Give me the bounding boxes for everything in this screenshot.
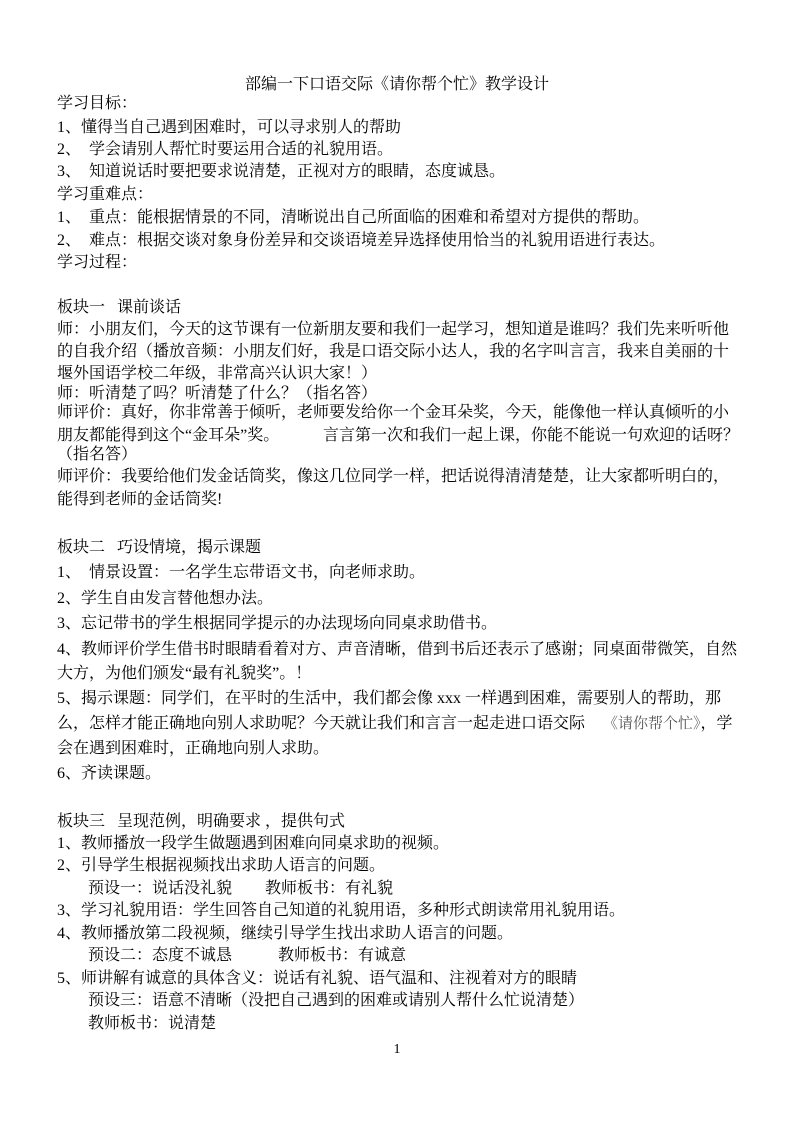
block-3-heading: 板块三 呈现范例，明确要求 ，提供句式 — [57, 813, 346, 830]
block-3-line: 4、教师播放第二段视频，继续引导学生找出求助人语言的问题。 — [57, 925, 514, 942]
document-title: 部编一下口语交际《请你帮个忙》教学设计 — [244, 76, 549, 93]
preset-line: 预设二：态度不诚恳 — [88, 947, 233, 964]
block-1-line-continued: 言言第一次和我们一起上课，你能不能说一句欢迎的话呀？ — [323, 427, 740, 444]
block-1-heading: 板块一 课前谈话 — [57, 299, 182, 316]
board-note: 教师板书：有诚意 — [278, 947, 407, 964]
preset-line: 预设三：语意不清晰（没把自己遇到的困难或请别人帮什么忙说清楚） — [88, 992, 585, 1009]
block-1-line: 师评价：我要给他们发金话筒奖，像这几位同学一样，把话说得清清楚楚，让大家都听明白的， — [57, 468, 730, 485]
block-1-line: 朋友都能得到这个“金耳朵”奖。 — [57, 427, 280, 444]
block-1-line: 师评价：真好，你非常善于倾听，老师要发给你一个金耳朵奖，今天，能像他一样认真倾听的小 — [57, 404, 730, 421]
block-1-line: 师：小朋友们，今天的这节课有一位新朋友要和我们一起学习，想知道是谁吗？我们先来听听他 — [57, 321, 730, 338]
block-1-line: （指名答） — [57, 446, 138, 463]
process-heading: 学习过程： — [57, 254, 138, 271]
objective-item: 2、 学会请别人帮忙时要运用合适的礼貌用语。 — [57, 141, 394, 158]
key-point-item: 2、 难点：根据交谈对象身份差异和交谈语境差异选择使用恰当的礼貌用语进行表达。 — [57, 232, 666, 249]
key-point-item: 1、 重点：能根据情景的不同，清晰说出自己所面临的困难和希望对方提供的帮助。 — [57, 209, 650, 226]
block-1-line: 的自我介绍（播放音频：小朋友们好，我是口语交际小达人，我的名字叫言言，我来自美丽的十 — [57, 343, 730, 360]
block-2-item: 2、学生自由发言替他想办法。 — [57, 590, 274, 607]
block-2-item-text: 么，怎样才能正确地向别人求助呢？今天就让我们和言言一起走进口语交际 — [57, 715, 586, 732]
block-2-item-text: ，学 — [700, 715, 733, 732]
block-2-item: 1、 情景设置：一名学生忘带语文书，向老师求助。 — [57, 564, 426, 581]
key-points-heading: 学习重难点： — [57, 186, 154, 203]
block-3-line: 1、教师播放一段学生做题遇到困难向同桌求助的视频。 — [57, 835, 450, 852]
block-3-line: 5、师讲解有诚意的具体含义：说话有礼貌、语气温和、注视着对方的眼睛 — [57, 970, 578, 987]
book-title-highlight: 《请你帮个忙》 — [603, 716, 701, 732]
objectives-heading: 学习目标： — [57, 95, 138, 112]
block-1-line: 堰外国语学校二年级，非常高兴认识大家！） — [57, 365, 378, 382]
board-note: 教师板书：有礼貌 — [265, 880, 394, 897]
block-3-line: 2、引导学生根据视频找出求助人语言的问题。 — [57, 857, 386, 874]
block-2-heading: 板块二 巧设情境，揭示课题 — [57, 539, 262, 556]
objective-item: 3、 知道说话时要把要求说清楚，正视对方的眼睛，态度诚恳。 — [57, 163, 506, 180]
block-1-line: 师：听清楚了吗？听清楚了什么？（指名答） — [57, 385, 378, 402]
block-2-item: 6、齐读课题。 — [57, 765, 162, 782]
block-2-item: 5、揭示课题：同学们，在平时的生活中，我们都会像 xxx 一样遇到困难，需要别人的帮助，那 — [57, 690, 722, 707]
page-number: 1 — [393, 1042, 401, 1057]
block-2-item: 会在遇到困难时，正确地向别人求助。 — [57, 740, 330, 757]
block-2-item: 3、忘记带书的学生根据同学提示的办法现场向同桌求助借书。 — [57, 615, 498, 632]
preset-line: 预设一：说话没礼貌 — [88, 880, 233, 897]
block-1-line: 能得到老师的金话筒奖! — [57, 491, 223, 508]
block-2-item: 大方，为他们颁发“最有礼貌奖”。！ — [57, 665, 312, 682]
block-3-line: 3、学习礼貌用语：学生回答自己知道的礼貌用语，多种形式朗读常用礼貌用语。 — [57, 902, 626, 919]
board-note: 教师板书：说清楚 — [88, 1015, 217, 1032]
block-2-item — [57, 714, 733, 734]
objective-item: 1、懂得当自己遇到困难时，可以寻求别人的帮助 — [57, 119, 402, 136]
block-2-item: 4、教师评价学生借书时眼睛看着对方、声音清晰，借到书后还表示了感谢；同桌面带微笑，自然 — [57, 641, 738, 658]
